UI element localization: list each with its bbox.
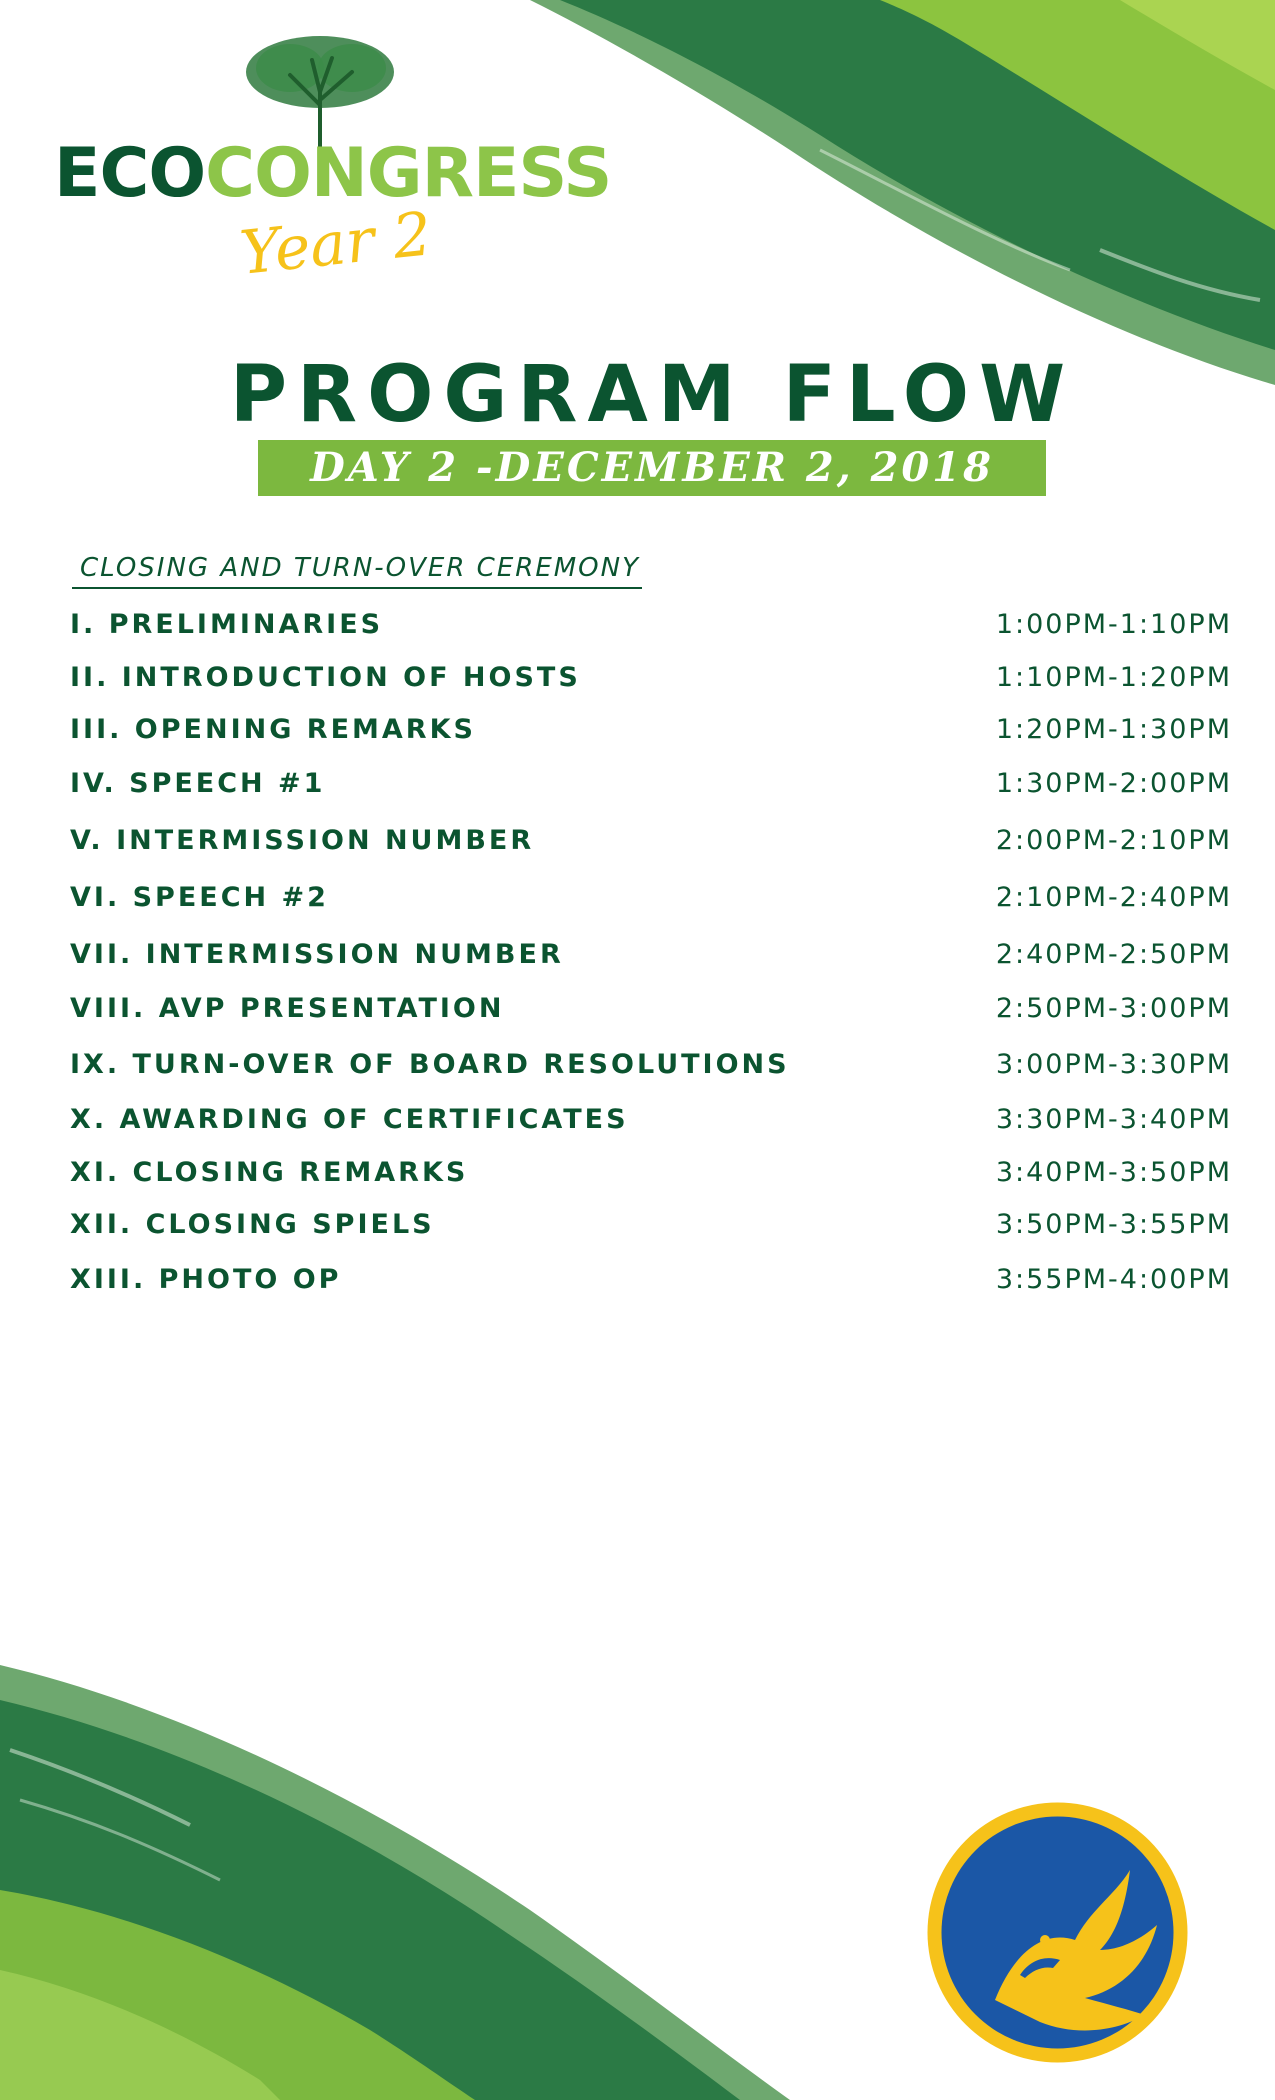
program-item-time: 3:50PM-3:55PM — [995, 1209, 1232, 1240]
program-row — [70, 658, 1232, 698]
program-item-time: 3:55PM-4:00PM — [995, 1264, 1232, 1295]
program-item-time: 1:20PM-1:30PM — [995, 714, 1232, 745]
program-item-label: VIII. AVP PRESENTATION — [70, 993, 505, 1024]
program-item-label: IV. SPEECH #1 — [70, 768, 326, 799]
program-item-time: 3:40PM-3:50PM — [995, 1157, 1232, 1188]
program-item-label: IX. TURN-OVER OF BOARD RESOLUTIONS — [70, 1049, 790, 1080]
program-item-label: V. INTERMISSION NUMBER — [70, 825, 535, 856]
program-item-time: 3:00PM-3:30PM — [995, 1049, 1232, 1080]
program-item-label: X. AWARDING OF CERTIFICATES — [70, 1104, 629, 1135]
program-row — [70, 605, 1232, 645]
program-item-label: XII. CLOSING SPIELS — [70, 1209, 435, 1240]
program-item-label: I. PRELIMINARIES — [70, 609, 384, 640]
program-row — [70, 989, 1232, 1029]
program-row — [70, 710, 1232, 750]
phoenix-seal-icon — [925, 1800, 1190, 2065]
program-item-label: II. INTRODUCTION OF HOSTS — [70, 662, 581, 693]
logo-subtitle-year: Year 2 — [236, 199, 435, 289]
program-item-label: VI. SPEECH #2 — [70, 882, 329, 913]
section-title: CLOSING AND TURN-OVER CEREMONY — [72, 553, 642, 589]
program-item-time: 2:00PM-2:10PM — [995, 825, 1232, 856]
date-banner: DAY 2 -DECEMBER 2, 2018 — [258, 440, 1046, 496]
program-row — [70, 1260, 1232, 1300]
program-row — [70, 1205, 1232, 1245]
logo-word-congress: CONGRESS — [205, 134, 612, 213]
program-item-label: XI. CLOSING REMARKS — [70, 1157, 469, 1188]
program-item-time: 3:30PM-3:40PM — [995, 1104, 1232, 1135]
program-row — [70, 821, 1232, 861]
program-row — [70, 1045, 1232, 1085]
program-row — [70, 878, 1232, 918]
program-item-label: III. OPENING REMARKS — [70, 714, 476, 745]
program-item-time: 2:10PM-2:40PM — [995, 882, 1232, 913]
program-item-label: XIII. PHOTO OP — [70, 1264, 342, 1295]
program-item-time: 1:10PM-1:20PM — [995, 662, 1232, 693]
page-title: PROGRAM FLOW — [229, 350, 1076, 440]
program-row — [70, 935, 1232, 975]
program-item-time: 2:50PM-3:00PM — [995, 993, 1232, 1024]
program-row — [70, 1100, 1232, 1140]
program-item-time: 1:30PM-2:00PM — [995, 768, 1232, 799]
program-item-time: 1:00PM-1:10PM — [995, 609, 1232, 640]
program-item-time: 2:40PM-2:50PM — [995, 939, 1232, 970]
program-row — [70, 764, 1232, 804]
logo-word-eco: ECO — [54, 134, 206, 213]
program-item-label: VII. INTERMISSION NUMBER — [70, 939, 564, 970]
program-row — [70, 1153, 1232, 1193]
